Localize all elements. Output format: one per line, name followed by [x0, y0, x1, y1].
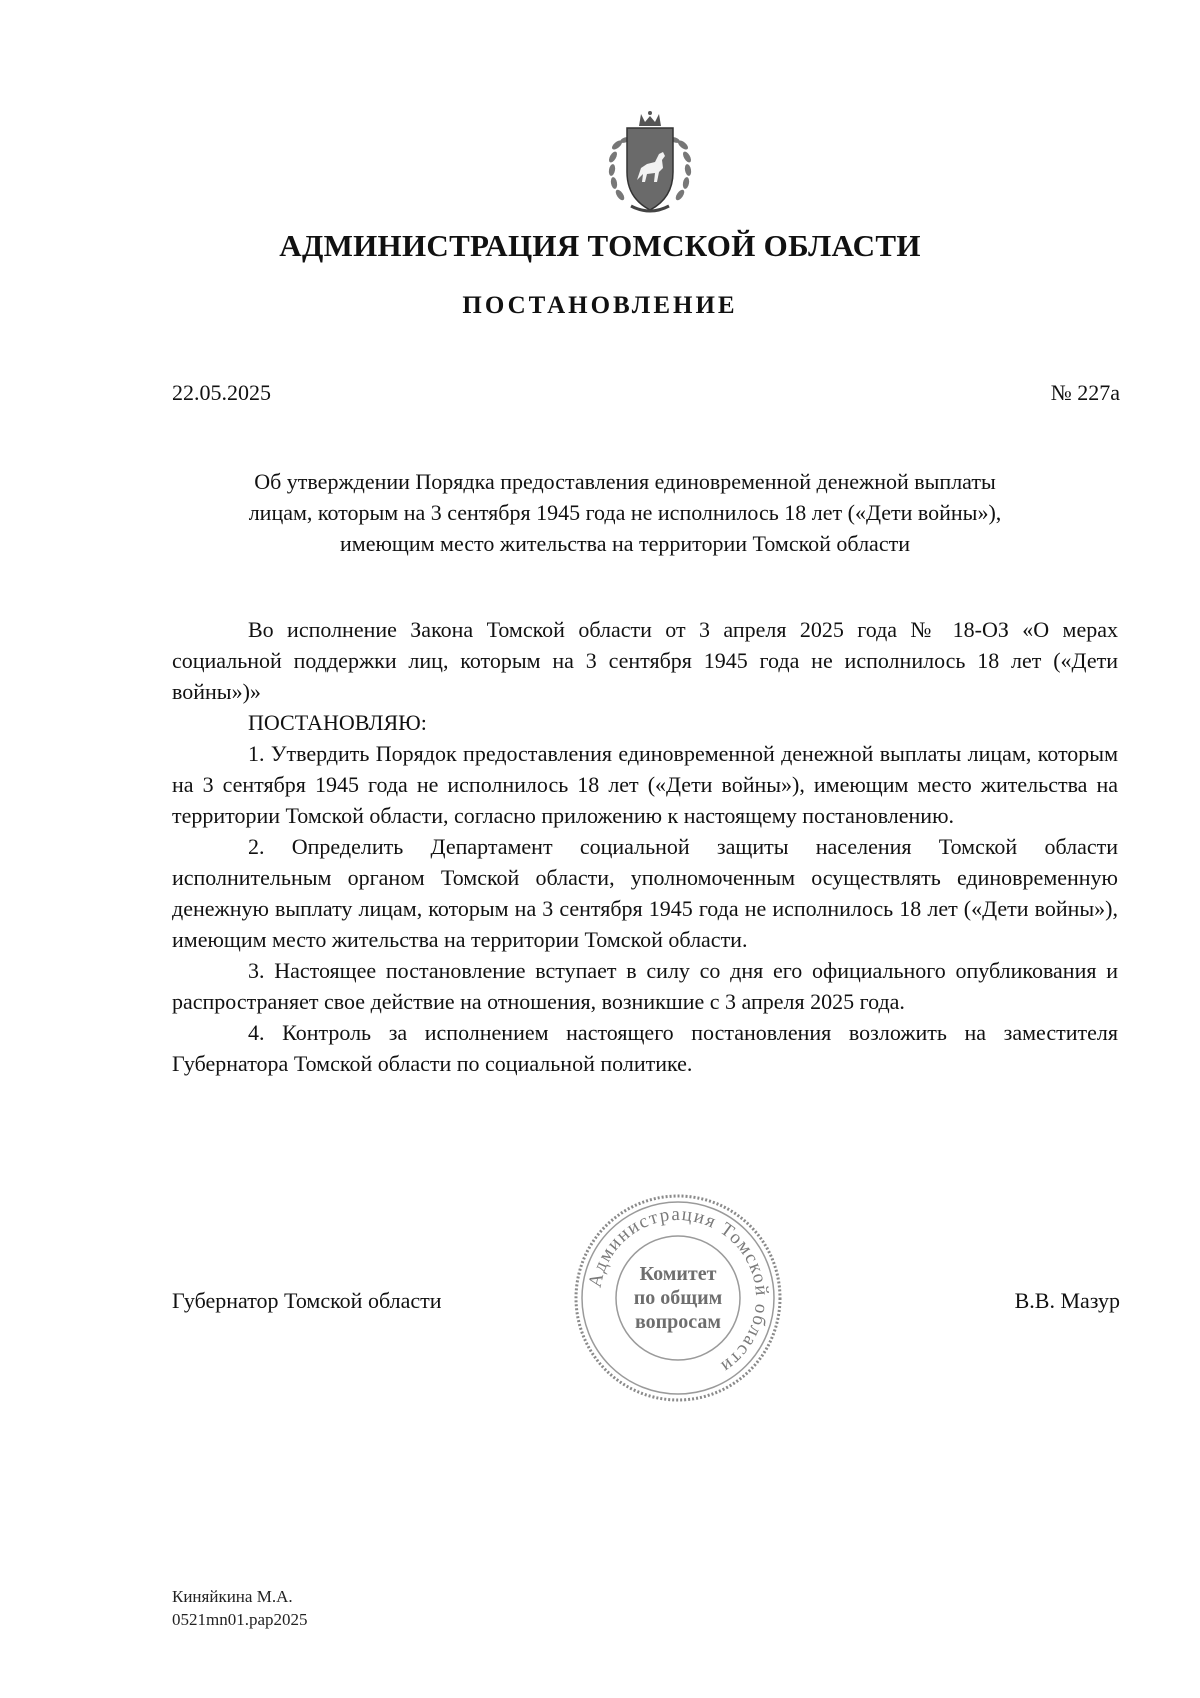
footer-notes: [172, 1585, 308, 1631]
tomsk-coat-of-arms-icon: [585, 110, 715, 220]
subject-line: имеющим место жительства на территории Томской области: [340, 531, 910, 556]
stamp-center-line: Комитет: [639, 1263, 717, 1285]
subject-line: Об утверждении Порядка предоставления единовременной денежной выплаты: [254, 469, 996, 494]
signatory-position: Губернатор Томской области: [172, 1288, 442, 1313]
file-code: 0521mn01.pap2025: [172, 1610, 308, 1629]
document-type: ПОСТАНОВЛЕНИЕ: [462, 292, 738, 319]
document-number: № 227а: [1050, 380, 1120, 405]
organization-title: АДМИНИСТРАЦИЯ ТОМСКОЙ ОБЛАСТИ: [279, 228, 921, 263]
stamp-ring-text: Администрация Томской области: [584, 1203, 773, 1378]
stamp-center-line: по общим: [633, 1287, 723, 1309]
stamp-center-line: вопросам: [634, 1311, 722, 1333]
clause-paragraph: 2. Определить Департамент социальной защиты населения Томской области исполнительным органом Томской области, уполномоченным осуществлять единовременную денежную выплату лицам, которым на 3 сентября 1945 года не исполнилось 18 лет («Дети войны»), имеющим место жительства на территории Томской области.: [172, 834, 1118, 952]
clause-paragraph: 3. Настоящее постановление вступает в силу со дня его официального опубликования и распространяет свое действие на отношения, возникшие с 3 апреля 2025 года.: [172, 958, 1118, 1014]
clause-paragraph: 4. Контроль за исполнением настоящего постановления возложить на заместителя Губернатора Томской области по социальной политике.: [172, 1020, 1118, 1076]
document-body: [172, 614, 1118, 1079]
clause-paragraph: 1. Утвердить Порядок предоставления единовременной денежной выплаты лицам, которым на 3 сентября 1945 года не исполнилось 18 лет («Дети войны»), имеющим место жительства на территории Томской области, согласно приложению к настоящему постановлению.: [172, 741, 1118, 828]
executor-name: Киняйкина М.А.: [172, 1587, 293, 1606]
official-stamp: [572, 1192, 784, 1404]
signatory-name: В.В. Мазур: [1014, 1288, 1120, 1313]
document-date: 22.05.2025: [172, 380, 271, 405]
document-subject: [160, 466, 1090, 559]
decree-word: ПОСТАНОВЛЯЮ:: [248, 710, 427, 735]
preamble-paragraph: Во исполнение Закона Томской области от 3 апреля 2025 года № 18-ОЗ «О мерах социальной поддержки лиц, которым на 3 сентября 1945 года не исполнилось 18 лет («Дети войны»)»: [172, 617, 1118, 704]
subject-line: лицам, которым на 3 сентября 1945 года не исполнилось 18 лет («Дети войны»),: [248, 500, 1002, 525]
